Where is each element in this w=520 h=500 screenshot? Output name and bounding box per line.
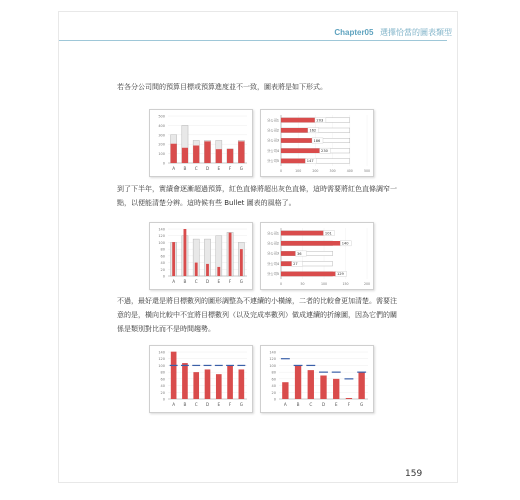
- y-tick-label: 分公司1: [267, 231, 279, 236]
- actual-bar: [320, 376, 326, 400]
- data-label: 140: [341, 241, 349, 246]
- actual-bar: [227, 365, 233, 399]
- actual-bar: [281, 128, 309, 133]
- y-tick-label: 20: [160, 390, 165, 395]
- paragraph-2-line-1: 到了下半年，實績會逐漸超過預算，紅色直條將超出灰色直條，這時需要將紅色直條調窄一: [117, 185, 397, 193]
- actual-bar: [195, 263, 198, 276]
- y-tick-label: 0: [162, 161, 165, 166]
- paragraph-3: [117, 294, 402, 336]
- actual-bar: [205, 369, 211, 399]
- x-tick-label: A: [172, 279, 176, 284]
- chart-horizontal-budget-1: [260, 109, 374, 177]
- actual-bar: [281, 231, 324, 236]
- y-tick-label: 300: [158, 133, 165, 138]
- paragraph-2-line-2: 點，以便能清楚分辨。這時候有些 Bullet 圖表的風格了。: [117, 199, 296, 207]
- y-tick-label: 60: [160, 377, 165, 382]
- data-label: 129: [336, 272, 344, 277]
- chart-svg-4: [261, 223, 373, 289]
- x-tick-label: 0: [279, 282, 283, 286]
- chart-svg-2: [261, 110, 373, 176]
- x-tick-label: D: [321, 402, 326, 407]
- actual-bar: [206, 264, 209, 276]
- x-tick-label: G: [239, 166, 243, 171]
- actual-bar: [171, 144, 177, 163]
- chart-horizontal-budget-2: [260, 222, 374, 290]
- y-tick-label: 100: [158, 152, 165, 157]
- actual-bar: [239, 369, 245, 399]
- x-tick-label: B: [296, 402, 300, 407]
- y-tick-label: 80: [271, 370, 276, 375]
- x-tick-label: E: [334, 402, 338, 407]
- x-tick-label: 200: [363, 282, 371, 286]
- actual-bar: [216, 374, 222, 399]
- actual-bar: [281, 148, 321, 153]
- y-tick-label: 分公司3: [267, 251, 279, 256]
- x-tick-label: F: [228, 402, 232, 407]
- actual-bar: [281, 241, 341, 246]
- y-tick-label: 100: [158, 240, 165, 245]
- chart-svg-6: [261, 346, 373, 412]
- actual-bar: [281, 118, 316, 123]
- y-tick-label: 20: [271, 390, 276, 395]
- actual-bar: [281, 261, 293, 266]
- y-tick-label: 200: [158, 142, 165, 147]
- y-tick-label: 120: [269, 357, 276, 362]
- actual-bar: [217, 267, 220, 276]
- chart-svg-1: [150, 110, 252, 176]
- data-label: 147: [306, 159, 314, 164]
- x-tick-label: D: [205, 279, 210, 284]
- data-label: 27: [293, 262, 298, 266]
- actual-bar: [216, 149, 222, 163]
- data-label: 36: [296, 251, 302, 256]
- x-tick-label: B: [183, 402, 187, 407]
- actual-bar: [281, 159, 306, 164]
- x-tick-label: 0: [279, 169, 283, 173]
- x-tick-label: E: [217, 279, 221, 284]
- actual-bar: [295, 365, 301, 399]
- data-label: 230: [321, 149, 328, 153]
- y-tick-label: 120: [158, 234, 165, 239]
- chapter-label: Chapter05: [334, 28, 374, 37]
- x-tick-label: F: [228, 166, 232, 171]
- x-tick-label: 400: [346, 169, 353, 173]
- x-tick-label: C: [194, 279, 198, 284]
- page-header: [334, 27, 452, 38]
- actual-bar: [182, 148, 188, 163]
- page-number: 159: [405, 469, 423, 479]
- y-tick-label: 分公司4: [267, 261, 279, 266]
- actual-bar: [227, 149, 233, 163]
- y-tick-label: 0: [162, 274, 165, 279]
- actual-bar: [229, 233, 232, 276]
- y-tick-label: 120: [158, 357, 165, 362]
- actual-bar: [281, 272, 336, 277]
- actual-bar: [358, 372, 364, 399]
- actual-bar: [240, 249, 243, 276]
- y-tick-label: 140: [158, 227, 165, 232]
- y-tick-label: 100: [158, 363, 165, 368]
- x-tick-label: D: [205, 402, 210, 407]
- chart-svg-3: [150, 223, 252, 289]
- x-tick-label: 300: [329, 169, 336, 173]
- paragraph-3-line-2: 意的是，橫向比較中不宜將目標數列（以及完成率數列）做成連續的折線圖，因為它們的關: [117, 311, 397, 319]
- actual-bar: [281, 138, 313, 143]
- header-rule: [59, 40, 447, 41]
- data-label: 162: [309, 128, 317, 133]
- x-tick-label: E: [217, 166, 221, 171]
- paragraph-3-line-1: 不過，最好還是將目標數列的圖形調整為不連續的小橫線，二者的比較會更加清楚。需要注: [117, 297, 397, 305]
- y-tick-label: 分公司2: [267, 128, 279, 133]
- x-tick-label: D: [205, 166, 210, 171]
- paragraph-1: [117, 80, 402, 94]
- actual-bar: [184, 229, 187, 276]
- data-label: 203: [316, 118, 324, 123]
- y-tick-label: 分公司5: [267, 272, 279, 277]
- x-tick-label: 100: [295, 169, 302, 173]
- actual-bar: [346, 398, 352, 399]
- actual-bar: [282, 382, 288, 399]
- x-tick-label: 150: [342, 282, 349, 286]
- y-tick-label: 分公司3: [267, 138, 279, 143]
- chart-target-markers-2: [260, 345, 374, 413]
- data-label: 101: [324, 231, 332, 236]
- paragraph-3-line-3: 係是類別對比而不是時間趨勢。: [117, 325, 215, 333]
- actual-bar: [172, 242, 175, 276]
- actual-bar: [171, 352, 177, 399]
- x-tick-label: B: [183, 279, 187, 284]
- y-tick-label: 400: [158, 123, 165, 128]
- x-tick-label: C: [194, 166, 198, 171]
- chart-vertical-budget-1: [149, 109, 253, 177]
- x-tick-label: B: [183, 166, 187, 171]
- y-tick-label: 0: [162, 397, 165, 402]
- y-tick-label: 140: [269, 350, 276, 355]
- y-tick-label: 40: [160, 261, 165, 266]
- y-tick-label: 80: [160, 247, 165, 252]
- actual-bar: [193, 372, 199, 399]
- y-tick-label: 40: [160, 384, 165, 389]
- x-tick-label: F: [347, 402, 351, 407]
- y-tick-label: 40: [271, 384, 276, 389]
- chart-svg-5: [150, 346, 252, 412]
- y-tick-label: 0: [273, 397, 276, 402]
- x-tick-label: G: [239, 402, 243, 407]
- chart-vertical-budget-2: [149, 222, 253, 290]
- actual-bar: [238, 141, 244, 163]
- y-tick-label: 分公司5: [267, 159, 279, 164]
- y-tick-label: 140: [158, 350, 165, 355]
- y-tick-label: 分公司4: [267, 148, 279, 153]
- paragraph-1-text: 若各分公司間的預算目標或預算進度並不一致，圖表將是如下形式。: [117, 83, 327, 91]
- x-tick-label: 500: [363, 169, 371, 173]
- x-tick-label: C: [309, 402, 313, 407]
- y-tick-label: 20: [160, 267, 165, 272]
- x-tick-label: E: [217, 402, 221, 407]
- x-tick-label: 200: [312, 169, 319, 173]
- y-tick-label: 分公司1: [267, 118, 279, 123]
- y-tick-label: 60: [160, 254, 165, 259]
- x-tick-label: A: [172, 166, 176, 171]
- x-tick-label: G: [360, 402, 364, 407]
- x-tick-label: A: [283, 402, 287, 407]
- y-tick-label: 500: [158, 114, 165, 119]
- actual-bar: [281, 251, 296, 256]
- actual-bar: [182, 363, 188, 399]
- y-tick-label: 分公司2: [267, 241, 279, 246]
- x-tick-label: 50: [300, 282, 305, 286]
- x-tick-label: C: [194, 402, 198, 407]
- x-tick-label: 100: [320, 282, 328, 286]
- x-tick-label: A: [172, 402, 176, 407]
- y-tick-label: 100: [269, 363, 276, 368]
- actual-bar: [333, 379, 339, 399]
- chapter-title: 選擇恰當的圖表類型: [380, 28, 452, 37]
- actual-bar: [308, 370, 314, 399]
- x-tick-label: G: [239, 279, 243, 284]
- y-tick-label: 80: [160, 370, 165, 375]
- chart-target-markers-1: [149, 345, 253, 413]
- actual-bar: [204, 141, 210, 163]
- y-tick-label: 60: [271, 377, 276, 382]
- paragraph-2: [117, 182, 402, 210]
- actual-bar: [193, 146, 199, 163]
- data-label: 186: [313, 138, 321, 143]
- x-tick-label: F: [228, 279, 232, 284]
